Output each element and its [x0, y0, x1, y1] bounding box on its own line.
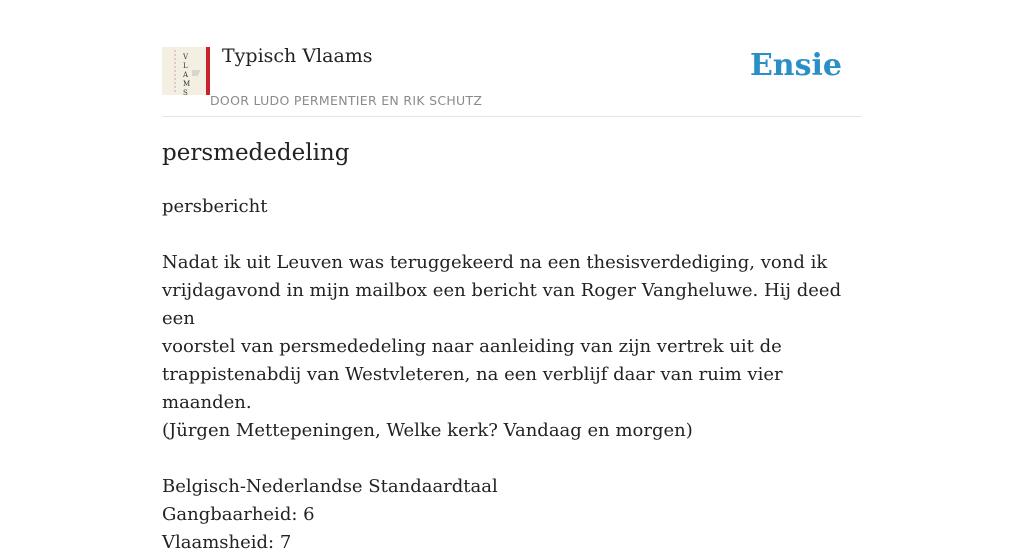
example-line: trappistenabdij van Westvleteren, na een verblijf daar van ruim vier maanden. [162, 364, 783, 413]
spacer [162, 445, 862, 473]
site-header [162, 0, 862, 117]
book-cover-icon [162, 47, 210, 95]
example-line: voorstel van persmededeling naar aanleiding van zijn vertrek uit de [162, 336, 782, 357]
logo-letter: M [183, 80, 191, 88]
author-byline: DOOR LUDO PERMENTIER EN RIK SCHUTZ [210, 93, 483, 108]
example-source: (Jürgen Mettepeningen, Welke kerk? Vandaag en morgen) [162, 420, 693, 441]
vlaamsheid-score: Vlaamsheid: 7 [162, 532, 292, 553]
logo-letter: S [183, 89, 188, 97]
gangbaarheid-score: Gangbaarheid: 6 [162, 504, 315, 525]
example-line: vrijdagavond in mijn mailbox een bericht van Roger Vangheluwe. Hij deed een [162, 280, 842, 329]
logo-letter: L [183, 62, 188, 70]
page-container [162, 0, 862, 553]
book-cover-logo-icon[interactable] [162, 47, 210, 95]
logo-letter: V [183, 53, 189, 61]
logo-letter: A [183, 71, 189, 79]
spacer [162, 221, 862, 249]
register-label: Belgisch-Nederlandse Standaardtaal [162, 476, 498, 497]
entry-term: persmededeling [162, 140, 350, 166]
ensie-brand-link[interactable]: Ensie [749, 48, 842, 83]
site-title[interactable]: Typisch Vlaams [222, 45, 373, 67]
example-line: Nadat ik uit Leuven was teruggekeerd na een thesisverdediging, vond ik [162, 252, 828, 273]
entry-meaning: persbericht [162, 196, 268, 217]
entry-definition [162, 193, 862, 557]
